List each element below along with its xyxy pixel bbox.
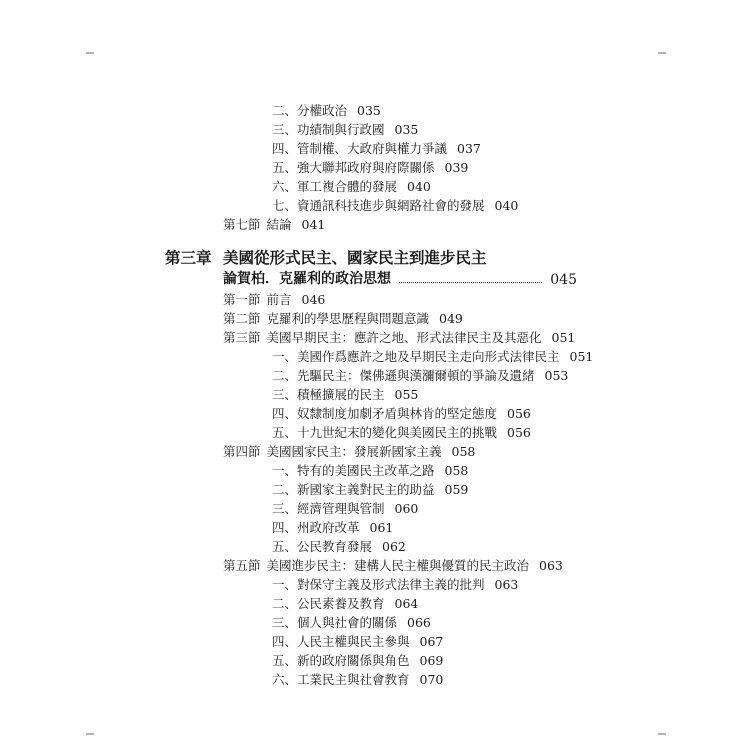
- toc-item-label: 一、對保守主義及形式法律主義的批判: [272, 577, 485, 592]
- toc-section-3[interactable]: [223, 330, 575, 346]
- toc-item[interactable]: [272, 596, 418, 612]
- toc-item[interactable]: [272, 141, 481, 157]
- crop-mark-bottom-right: [658, 733, 666, 735]
- toc-item-page: 058: [444, 463, 469, 478]
- toc-item-label: 三、經濟管理與管制: [272, 501, 385, 516]
- section-page: 049: [439, 311, 463, 326]
- crop-mark-bottom-left: [86, 733, 94, 735]
- toc-item-page: 062: [382, 539, 406, 554]
- toc-item[interactable]: [272, 406, 531, 422]
- toc-item-page: 066: [407, 615, 431, 630]
- toc-item-label: 二、先驅民主：傑佛遜與漢瀰爾頓的爭論及遺緒: [272, 368, 535, 383]
- section-title: 前言: [266, 292, 292, 307]
- toc-item-label: 一、美國作爲應許之地及早期民主走向形式法律民主: [272, 349, 560, 364]
- chapter-title: 美國從形式民主、國家民主到進步民主: [223, 248, 487, 267]
- toc-item[interactable]: [272, 463, 468, 479]
- section-page: 041: [301, 217, 326, 232]
- toc-item-label: 五、強大聯邦政府與府際關係: [272, 160, 435, 175]
- toc-item-label: 二、新國家主義對民主的助益: [272, 482, 435, 497]
- toc-item[interactable]: [272, 634, 443, 650]
- section-title: 美國國家民主：發展新國家主義: [266, 444, 442, 459]
- toc-item[interactable]: [272, 198, 518, 214]
- toc-item-page: 061: [369, 520, 394, 535]
- section-title: 美國進步民主：建構人民主權與優質的民主政治: [266, 558, 530, 573]
- toc-item-page: 039: [444, 160, 469, 175]
- toc-section-7[interactable]: [223, 217, 325, 233]
- toc-item-label: 四、管制權、大政府與權力爭議: [272, 141, 448, 156]
- chapter-subtitle: 論賀柏．克羅利的政治思想: [223, 271, 391, 287]
- toc-item-label: 六、工業民主與社會教育: [272, 672, 410, 687]
- section-page: 058: [451, 444, 476, 459]
- toc-item[interactable]: [272, 349, 593, 365]
- toc-item-label: 四、州政府改革: [272, 520, 360, 535]
- toc-item-page: 059: [444, 482, 469, 497]
- toc-item[interactable]: [272, 368, 568, 384]
- toc-section-5[interactable]: [223, 558, 563, 574]
- toc-item-label: 四、人民主權與民主參與: [272, 634, 410, 649]
- toc-item-label: 七、資通訊科技進步與網路社會的發展: [272, 198, 485, 213]
- section-label: 第七節: [223, 217, 261, 232]
- toc-item-page: 051: [569, 349, 594, 364]
- toc-item-page: 070: [419, 672, 444, 687]
- toc-item[interactable]: [272, 122, 418, 138]
- toc-item[interactable]: [272, 672, 443, 688]
- toc-item-page: 069: [419, 653, 444, 668]
- section-label: 第一節: [223, 292, 261, 307]
- section-label: 第二節: [223, 311, 261, 326]
- chapter-page: 045: [550, 272, 577, 288]
- toc-item-page: 053: [544, 368, 569, 383]
- section-title: 結論: [266, 217, 292, 232]
- toc-item[interactable]: [272, 425, 531, 441]
- toc-item-label: 六、軍工複合體的發展: [272, 179, 398, 194]
- toc-item-page: 035: [394, 122, 419, 137]
- section-page: 063: [539, 558, 563, 573]
- section-page: 051: [551, 330, 576, 345]
- toc-item-page: 056: [507, 406, 531, 421]
- toc-item[interactable]: [272, 539, 406, 555]
- toc-item-label: 二、公民素養及教育: [272, 596, 385, 611]
- toc-item[interactable]: [272, 615, 431, 631]
- toc-item-label: 五、新的政府關係與角色: [272, 653, 410, 668]
- toc-item[interactable]: [272, 387, 418, 403]
- toc-item-label: 四、奴隸制度加劇矛盾與林肯的堅定態度: [272, 406, 498, 421]
- toc-item-label: 三、積極擴展的民主: [272, 387, 385, 402]
- toc-item[interactable]: [272, 103, 381, 119]
- section-label: 第四節: [223, 444, 261, 459]
- toc-item-page: 035: [357, 103, 381, 118]
- crop-mark-top-right: [658, 52, 666, 54]
- chapter-label: 第三章: [165, 248, 212, 267]
- toc-item-label: 二、分權政治: [272, 103, 348, 118]
- toc-item[interactable]: [272, 653, 443, 669]
- toc-item-label: 五、公民教育發展: [272, 539, 373, 554]
- toc-item-label: 三、功績制與行政國: [272, 122, 385, 137]
- toc-item-page: 067: [419, 634, 444, 649]
- chapter-heading[interactable]: [165, 246, 595, 266]
- section-label: 第五節: [223, 558, 261, 573]
- toc-item[interactable]: [272, 577, 518, 593]
- toc-item-page: 040: [407, 179, 431, 194]
- toc-section-4[interactable]: [223, 444, 475, 460]
- toc-item[interactable]: [272, 501, 418, 517]
- toc-item-label: 五、十九世紀末的變化與美國民主的挑戰: [272, 425, 498, 440]
- toc-section-1[interactable]: [223, 292, 325, 308]
- toc-item[interactable]: [272, 520, 393, 536]
- toc-item[interactable]: [272, 179, 431, 195]
- toc-item-page: 037: [457, 141, 481, 156]
- toc-item-page: 040: [494, 198, 519, 213]
- chapter-subtitle-row[interactable]: [223, 268, 577, 288]
- section-title: 克羅利的學思歷程與問題意識: [266, 311, 430, 326]
- dot-leader: [399, 281, 542, 283]
- section-page: 046: [301, 292, 326, 307]
- toc-item-page: 064: [394, 596, 419, 611]
- toc-item-page: 056: [507, 425, 531, 440]
- toc-item[interactable]: [272, 482, 468, 498]
- toc-item-page: 063: [494, 577, 519, 592]
- toc-item-page: 060: [394, 501, 419, 516]
- toc-item-label: 三、個人與社會的關係: [272, 615, 398, 630]
- crop-mark-top-left: [86, 52, 94, 54]
- toc-item[interactable]: [272, 160, 468, 176]
- section-label: 第三節: [223, 330, 261, 345]
- section-title: 美國早期民主：應許之地、形式法律民主及其惡化: [266, 330, 542, 345]
- toc-section-2[interactable]: [223, 311, 463, 327]
- toc-item-label: 一、特有的美國民主改革之路: [272, 463, 435, 478]
- toc-item-page: 055: [394, 387, 419, 402]
